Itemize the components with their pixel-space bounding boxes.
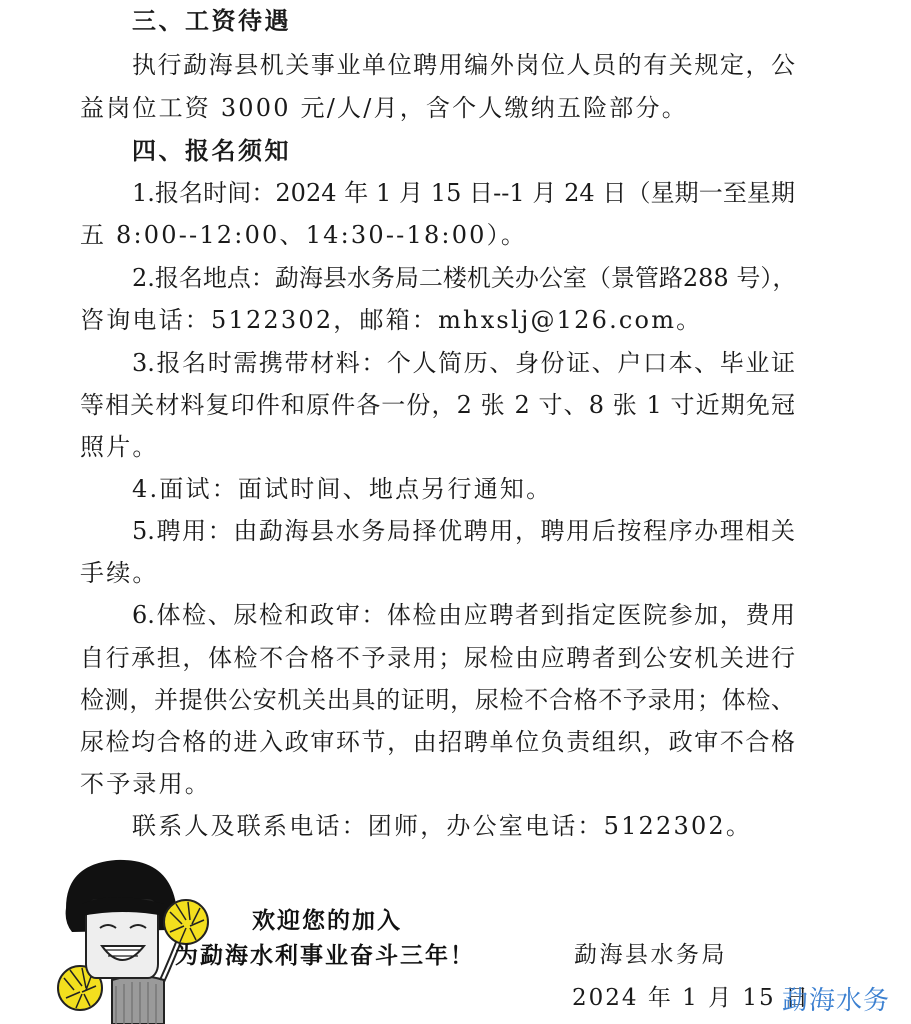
item5-line2: 手续。 (80, 559, 159, 587)
section3-line1: 执行勐海县机关事业单位聘用编外岗位人员的有关规定，公 (132, 51, 795, 79)
item2-line2: 咨询电话：5122302，邮箱：mhxslj@126.com。 (80, 306, 703, 334)
signature-date: 2024 年 1 月 15 日 (572, 985, 810, 1011)
item1-line2: 五 8:00--12:00、14:30--18:00）。 (80, 221, 528, 249)
section3-line2: 益岗位工资 3000 元/人/月，含个人缴纳五险部分。 (80, 94, 688, 122)
item2-line1: 2.报名地点：勐海县水务局二楼机关办公室（景管路288 号）， (132, 264, 797, 292)
item6-line3: 检测，并提供公安机关出具的证明，尿检不合格不予录用；体检、 (80, 686, 795, 714)
item3-line3: 照片。 (80, 433, 159, 461)
item6-line1: 6.体检、尿检和政审：体检由应聘者到指定医院参加，费用 (132, 601, 795, 629)
meme-caption-line2: 为勐海水利事业奋斗三年！ (175, 943, 475, 969)
item3-line2: 等相关材料复印件和原件各一份，2 张 2 寸、8 张 1 寸近期免冠 (80, 391, 795, 419)
item4-line1: 4.面试：面试时间、地点另行通知。 (132, 475, 553, 503)
contact-line: 联系人及联系电话：团师，办公室电话：5122302。 (132, 812, 753, 840)
watermark-text: 勐海水务 (782, 986, 891, 1016)
item1-line1: 1.报名时间：2024 年 1 月 15 日--1 月 24 日（星期一至星期 (132, 179, 795, 207)
meme-caption-line1: 欢迎您的加入 (252, 908, 402, 934)
item6-line2: 自行承担，体检不合格不予录用；尿检由应聘者到公安机关进行 (80, 644, 795, 672)
section3-heading: 三、工资待遇 (132, 7, 291, 35)
item6-line5: 不予录用。 (80, 770, 211, 798)
section4-heading: 四、报名须知 (132, 137, 291, 165)
item3-line1: 3.报名时需携带材料：个人简历、身份证、户口本、毕业证 (132, 349, 795, 377)
item6-line4: 尿检均合格的进入政审环节，由招聘单位负责组织，政审不合格 (80, 728, 795, 756)
signature-organization: 勐海县水务局 (574, 942, 727, 968)
item5-line1: 5.聘用：由勐海县水务局择优聘用，聘用后按程序办理相关 (132, 517, 795, 545)
